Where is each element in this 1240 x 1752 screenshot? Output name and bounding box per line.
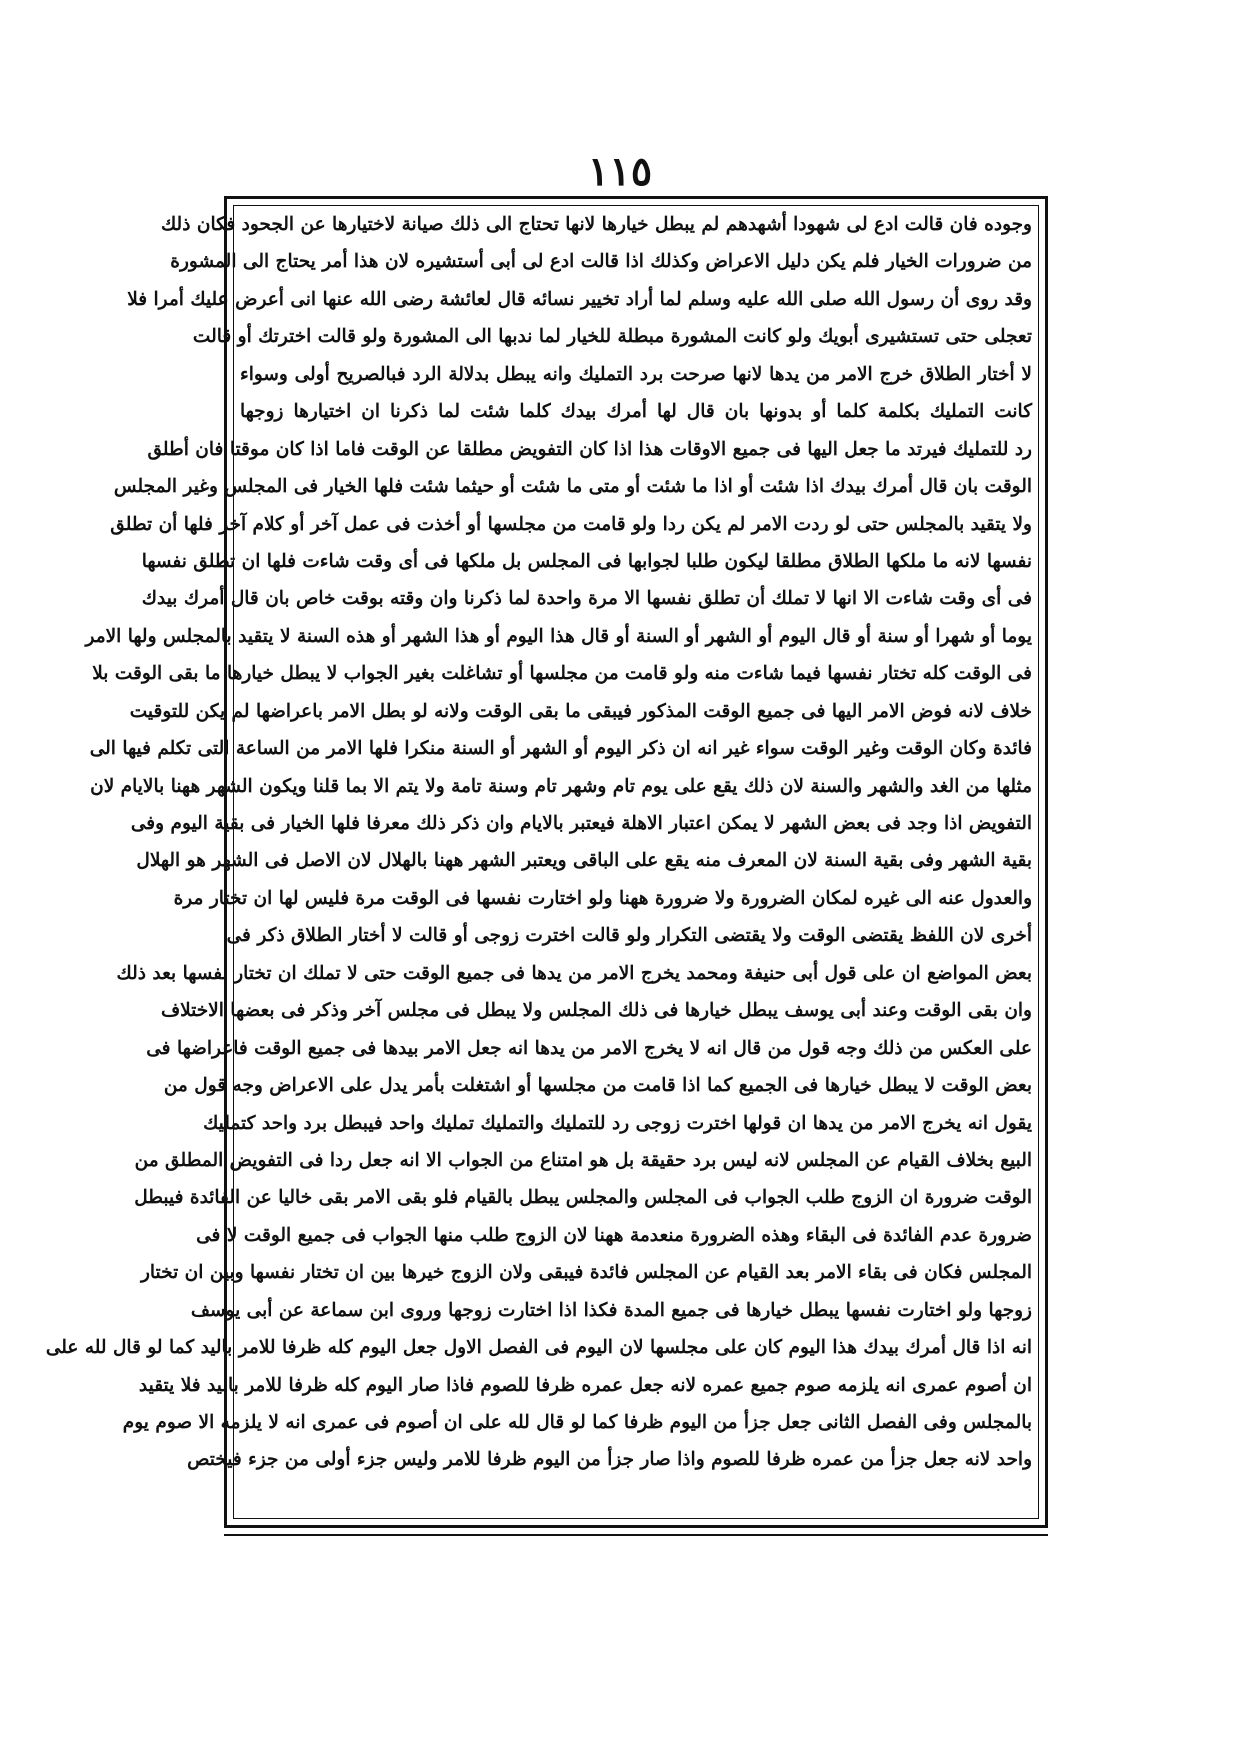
page-number: ١١٥ <box>587 148 653 195</box>
text-line: مثلها من الغد والشهر والسنة لان ذلك يقع على يوم تام وشهر تام وسنة تامة ولا يتم الا بما قلنا ويكون الشهر ههنا بالايام لان <box>90 775 1032 797</box>
text-line: والعدول عنه الى غيره لمكان الضرورة ولا ضرورة ههنا ولو اختارت نفسها فى الوقت مرة فليس لها ان تختار مرة <box>173 887 1032 909</box>
text-line: التفويض اذا وجد فى بعض الشهر لا يمكن اعتبار الاهلة فيعتبر بالايام وان ذكر ذلك معرفا فلها الخيار فى بقية اليوم وفى <box>130 813 1032 834</box>
text-line: ان أصوم عمرى انه يلزمه صوم جميع عمره لانه جعل عمره ظرفا للصوم فاذا صار اليوم كله ظرفا للامر باليد فلا يتقيد <box>138 1374 1032 1396</box>
text-line: وان بقى الوقت وعند أبى يوسف يبطل خيارها فى ذلك المجلس ولا يبطل فى مجلس آخر وذكر فى بعضها الاختلاف <box>160 1000 1032 1022</box>
text-line: انه اذا قال أمرك بيدك هذا اليوم كان على مجلسها لان اليوم فى الفصل الاول جعل اليوم كله ظرفا للامر باليد كما لو قال لله على <box>45 1337 1032 1359</box>
text-line: أخرى لان اللفظ يقتضى الوقت ولا يقتضى التكرار ولو قالت اخترت زوجى أو قالت لا أختار الطلاق ذكر فى <box>226 925 1032 947</box>
text-line: ولا يتقيد بالمجلس حتى لو ردت الامر لم يكن ردا ولو قامت من مجلسها أو أخذت فى عمل آخر أو كلام آخر فلها أن تطلق <box>110 513 1032 535</box>
text-line: لا أختار الطلاق خرج الامر من يدها لانها صرحت برد التمليك وانه يبطل بدلالة الرد فبالصريح أولى وسواء <box>240 363 1032 385</box>
text-line: وجوده فان قالت ادع لى شهودا أشهدهم لم يبطل خيارها لانها تحتاج الى ذلك صيانة لاختيارها عن الجحود فكان ذلك <box>160 214 1032 235</box>
text-line: خلاف لانه فوض الامر اليها فى جميع الوقت المذكور فيبقى ما بقى الوقت ولانه لو بطل الامر باعراضها لم يكن للتوقيت <box>129 700 1032 722</box>
text-line: يقول انه يخرج الامر من يدها ان قولها اخترت زوجى رد للتمليك والتمليك تمليك واحد فيبطل برد واحد كتمليك <box>203 1112 1032 1134</box>
text-line: وقد روى أن رسول الله صلى الله عليه وسلم لما أراد تخيير نسائه قال لعائشة رضى الله عنها انى أعرض عليك أمرا فلا <box>127 288 1032 310</box>
text-line: تعجلى حتى تستشيرى أبويك ولو كانت المشورة مبطلة للخيار لما ندبها الى المشورة ولو قالت اخترتك أو قالت <box>192 326 1032 348</box>
text-line: فى الوقت كله تختار نفسها فيما شاءت منه ولو قامت من مجلسها أو تشاغلت بغير الجواب لا يبطل خيارها ما بقى الوقت بلا <box>92 663 1032 685</box>
text-line: بقية الشهر وفى بقية السنة لان المعرف منه يقع على الباقى ويعتبر الشهر ههنا بالهلال لان الاصل فى الشهر هو الهلال <box>136 850 1032 872</box>
text-line: على العكس من ذلك وجه قول من قال انه لا يخرج الامر من يدها انه جعل الامر بيدها فى جميع الوقت فاعراضها فى <box>146 1037 1032 1059</box>
text-line: فائدة وكان الوقت وغير الوقت سواء غير انه ان ذكر اليوم أو الشهر أو السنة منكرا فلها الامر من الساعة التى تكلم فيها الى <box>89 738 1032 760</box>
text-line: يوما أو شهرا أو سنة أو قال اليوم أو الشهر أو السنة أو قال هذا اليوم أو هذا الشهر أو هذه السنة لا يتقيد بالمجلس ولها الامر <box>85 625 1032 647</box>
text-line: بعض المواضع ان على قول أبى حنيفة ومحمد يخرج الامر من يدها فى جميع الوقت حتى لا تملك ان تختار نفسها بعد ذلك <box>116 962 1032 984</box>
text-line: رد للتمليك فيرتد ما جعل اليها فى جميع الاوقات هذا اذا كان التفويض مطلقا عن الوقت فاما اذا كان موقتا فان أطلق <box>147 438 1032 460</box>
text-line: ضرورة عدم الفائدة فى البقاء وهذه الضرورة منعدمة ههنا لان الزوج طلب منها الجواب فى جميع الوقت لا فى <box>196 1224 1032 1246</box>
text-line: كانت التمليك بكلمة كلما أو بدونها بان قال لها أمرك بيدك كلما شئت لما ذكرنا ان اختيارها زوجها <box>240 401 1032 423</box>
text-block <box>45 206 1032 1518</box>
text-line: من ضرورات الخيار فلم يكن دليل الاعراض وكذلك اذا قالت ادع لى أبى أستشيره لان هذا أمر يحتاج الى المشورة <box>170 251 1032 273</box>
text-line: الوقت ضرورة ان الزوج طلب الجواب فى المجلس والمجلس يبطل بالقيام فلو بقى الامر بقى خاليا عن الفائدة فيبطل <box>134 1187 1032 1209</box>
text-line: واحد لانه جعل جزأ من عمره ظرفا للصوم واذا صار جزأ من اليوم ظرفا للامر وليس جزء أولى من جزء فيختص <box>187 1449 1032 1471</box>
text-line: زوجها ولو اختارت نفسها يبطل خيارها فى جميع المدة فكذا اذا اختارت زوجها وروى ابن سماعة عن أبى يوسف <box>190 1299 1032 1321</box>
text-line: البيع بخلاف القيام عن المجلس لانه ليس برد حقيقة بل هو امتناع من الجواب الا انه جعل ردا فى التفويض المطلق من <box>134 1149 1032 1171</box>
text-line: الوقت بان قال أمرك بيدك اذا شئت أو اذا ما شئت أو متى ما شئت أو حيثما شئت فلها الخيار فى المجلس وغير المجلس <box>113 476 1032 498</box>
bottom-rule <box>224 1534 1048 1536</box>
text-line: فى أى وقت شاءت الا انها لا تملك أن تطلق نفسها الا مرة واحدة لما ذكرنا وان وقته بوقت خاص بان قال أمرك بيدك <box>141 588 1032 610</box>
text-line: بعض الوقت لا يبطل خيارها فى الجميع كما اذا قامت من مجلسها أو اشتغلت بأمر يدل على الاعراض وجه قول من <box>163 1075 1032 1097</box>
text-line: المجلس فكان فى بقاء الامر بعد القيام عن المجلس فائدة فيبقى ولان الزوج خيرها بين ان تختار نفسها وبين ان تختار <box>140 1262 1032 1284</box>
text-line: بالمجلس وفى الفصل الثانى جعل جزأ من اليوم ظرفا كما لو قال لله على ان أصوم فى عمرى انه لا يلزمه الا صوم يوم <box>122 1412 1032 1433</box>
text-line: نفسها لانه ما ملكها الطلاق مطلقا ليكون طلبا لجوابها فى المجلس بل ملكها فى أى وقت شاءت فلها ان تطلق نفسها <box>141 550 1032 572</box>
